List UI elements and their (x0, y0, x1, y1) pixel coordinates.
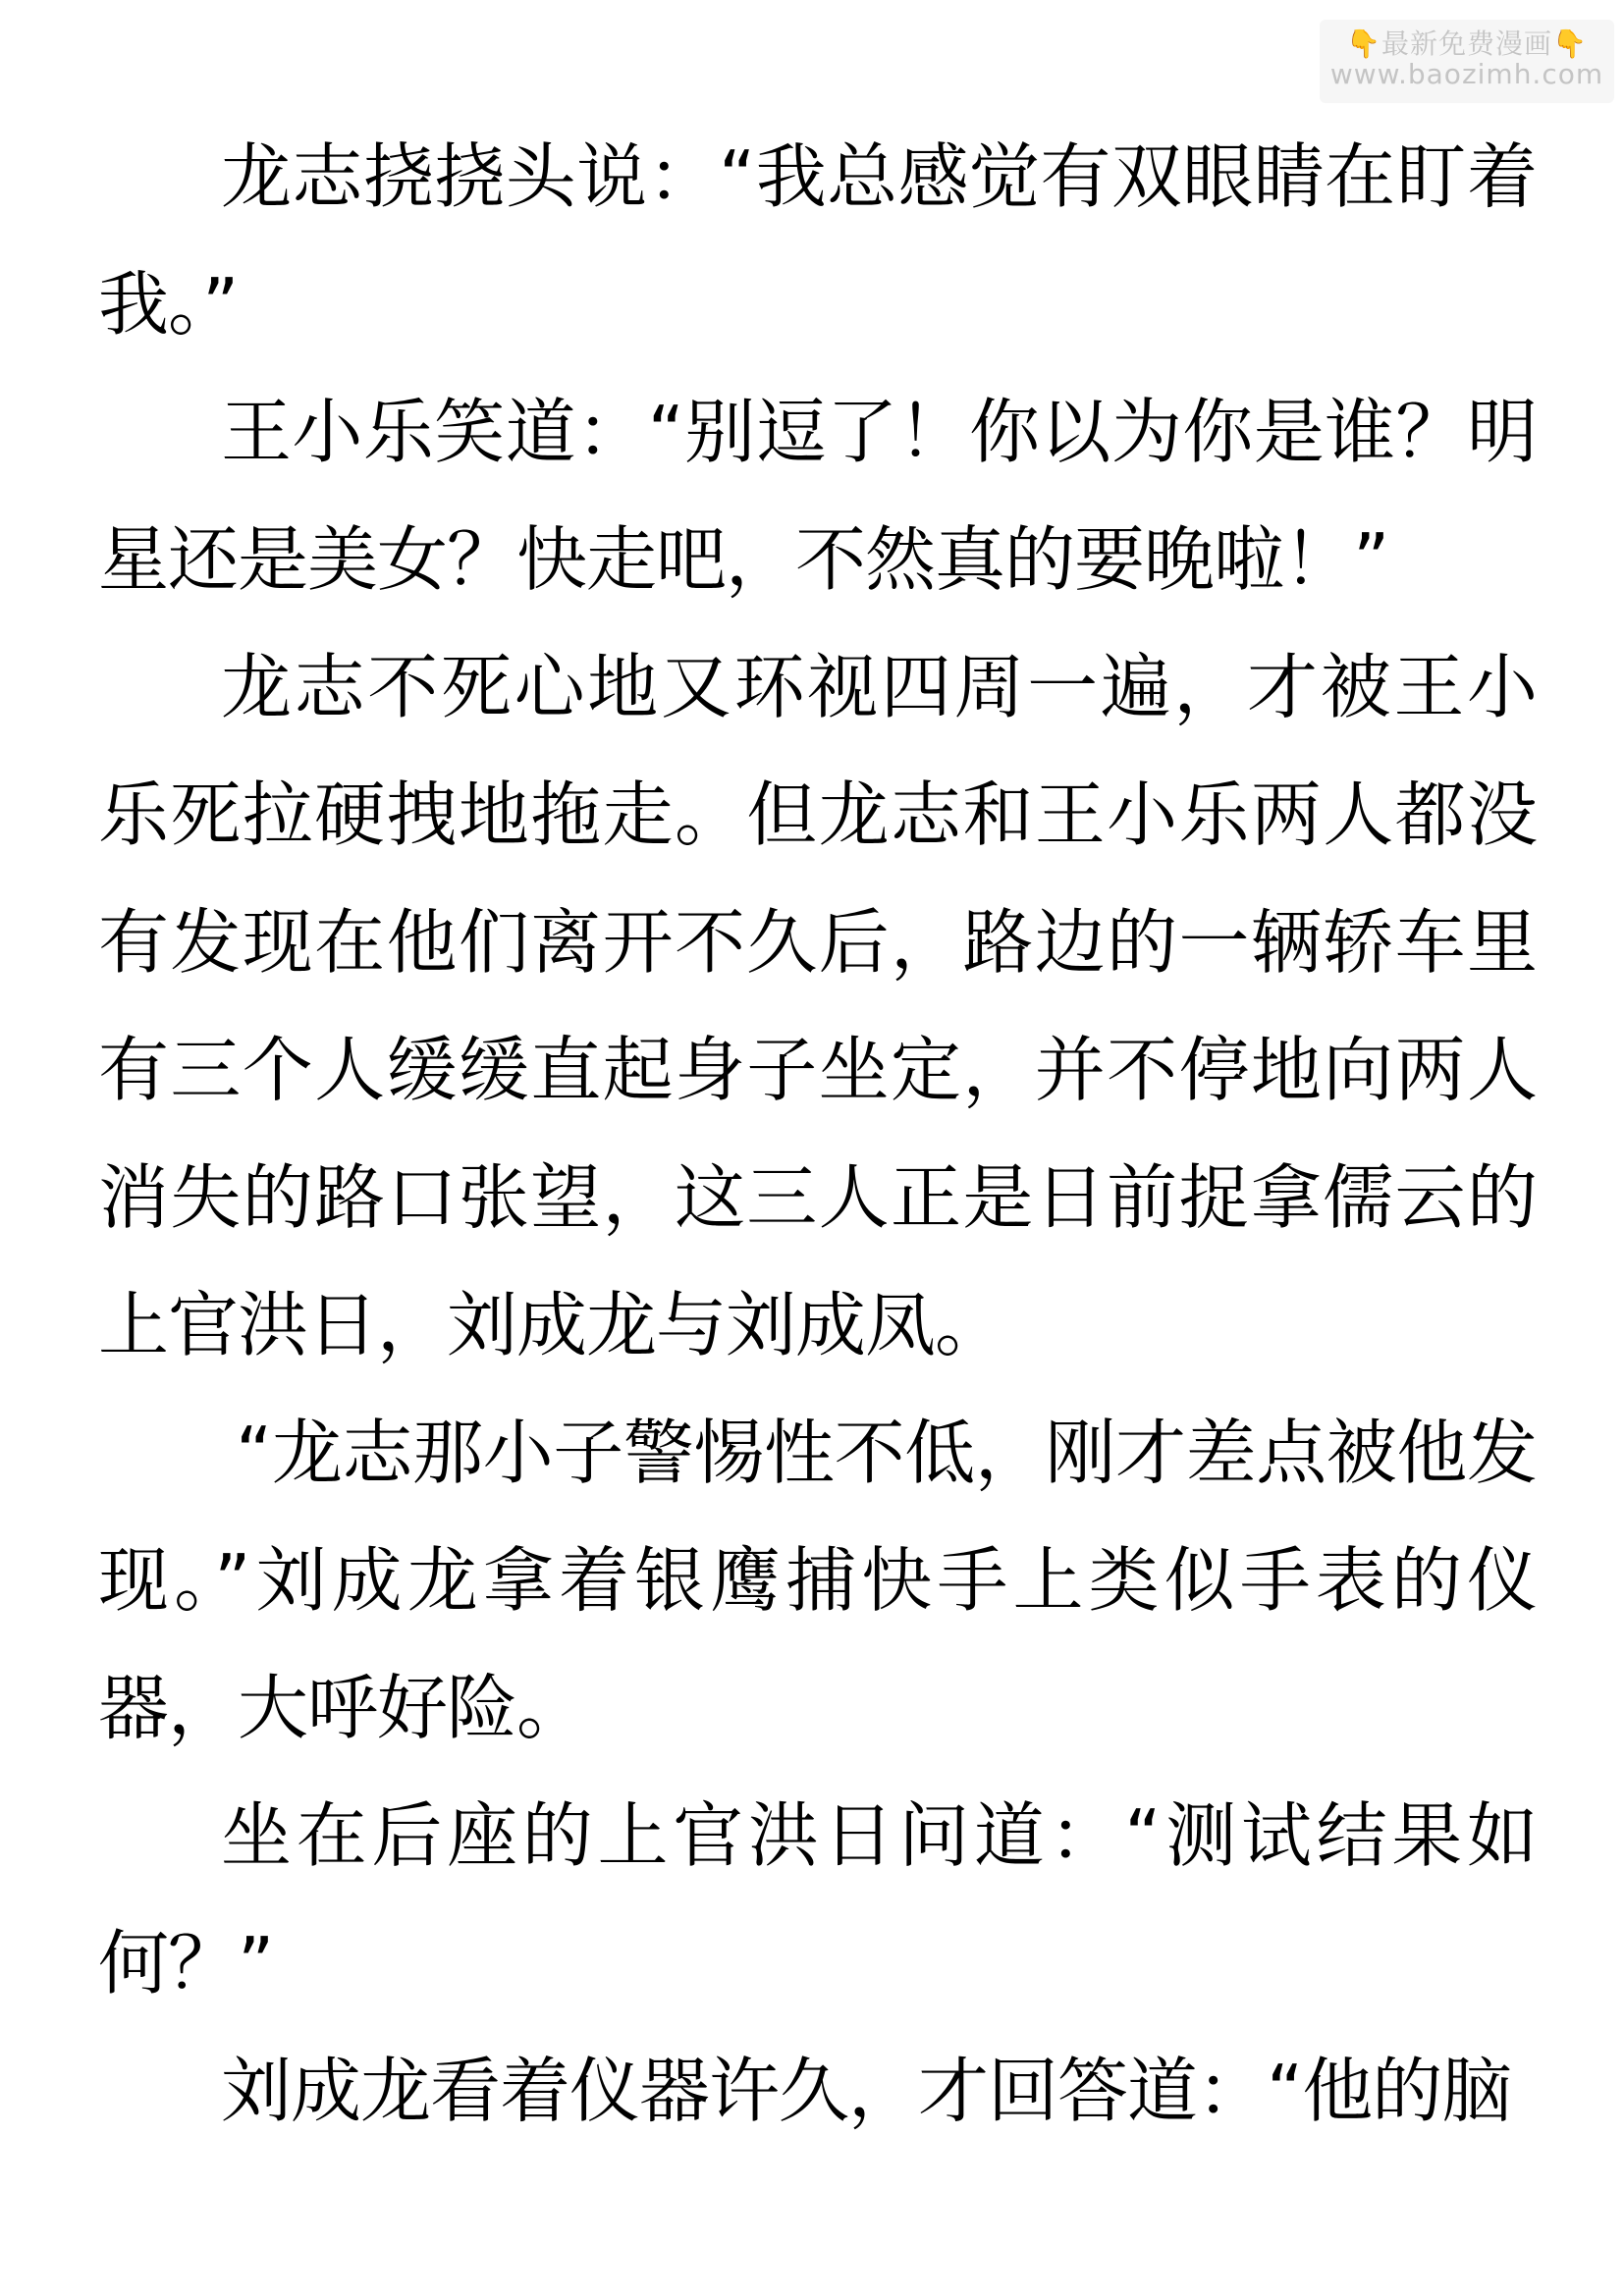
paragraph: 刘成龙看着仪器许久，才回答道：“他的脑 (221, 2050, 1512, 2132)
paragraph: “龙志那小子警惕性不低，刚才差点被他发现。”刘成龙拿着银鹰捕快手上类似手表的仪器，大呼好险。 (98, 1412, 1537, 1749)
watermark-title-row (1320, 29, 1614, 59)
page-text (98, 113, 1537, 2155)
paragraph: 王小乐笑道：“别逗了！你以为你是谁？明星还是美女？快走吧，不然真的要晚啦！” (98, 391, 1537, 601)
paragraph: 龙志挠挠头说：“我总感觉有双眼睛在盯着我。” (98, 135, 1537, 346)
pointing-down-hand-icon: 👇 (1346, 27, 1381, 60)
watermark-title: 最新免费漫画 (1380, 27, 1552, 60)
watermark-badge (1320, 20, 1614, 103)
pointing-down-hand-icon: 👇 (1552, 27, 1588, 60)
paragraph: 龙志不死心地又环视四周一遍，才被王小乐死拉硬拽地拖走。但龙志和王小乐两人都没有发现在他们离开不久后，路边的一辆轿车里有三个人缓缓直起身子坐定，并不停地向两人消失的路口张望，这三人正是日前捉拿儒云的上官洪日，刘成龙与刘成凤。 (98, 646, 1537, 1366)
watermark-url: www.baozimh.com (1329, 58, 1604, 90)
paragraph: 坐在后座的上官洪日问道：“测试结果如何？” (98, 1794, 1537, 2004)
